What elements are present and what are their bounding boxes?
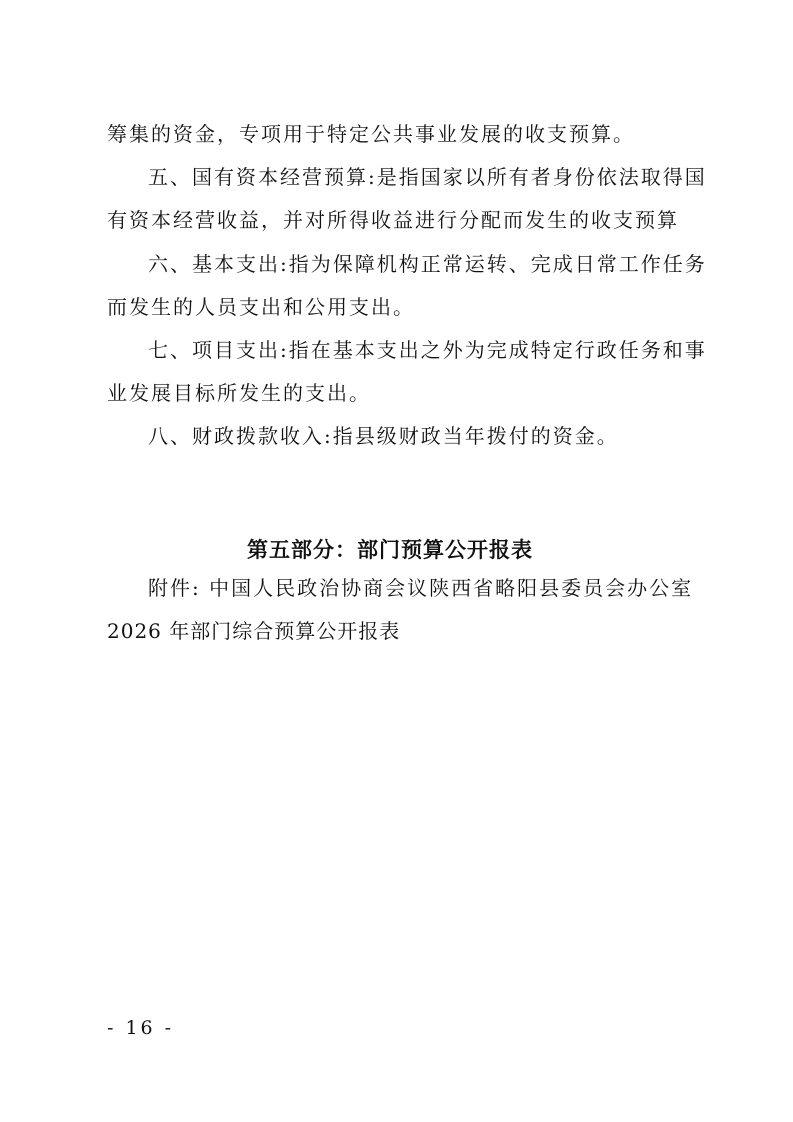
page-number: - 16 - (107, 1017, 175, 1039)
paragraph-line: 七、项目支出:指在基本支出之外为完成特定行政任务和事 (148, 338, 707, 362)
paragraph-line: 筹集的资金，专项用于特定公共事业发展的收支预算。 (107, 122, 635, 146)
attachment-line: 2026 年部门综合预算公开报表 (107, 619, 401, 643)
paragraph-line: 六、基本支出:指为保障机构正常运转、完成日常工作任务 (148, 252, 707, 276)
attachment-line: 附件: 中国人民政治协商会议陕西省略阳县委员会办公室 (148, 576, 694, 600)
paragraph-line: 五、国有资本经营预算:是指国家以所有者身份依法取得国 (148, 165, 707, 189)
paragraph-line: 而发生的人员支出和公用支出。 (107, 295, 415, 319)
paragraph-line: 有资本经营收益，并对所得收益进行分配而发生的收支预算 (107, 208, 679, 232)
section-heading: 第五部分：部门预算公开报表 (247, 537, 533, 562)
paragraph-line: 业发展目标所发生的支出。 (107, 381, 371, 405)
paragraph-line: 八、财政拨款收入:指县级财政当年拨付的资金。 (148, 424, 619, 448)
